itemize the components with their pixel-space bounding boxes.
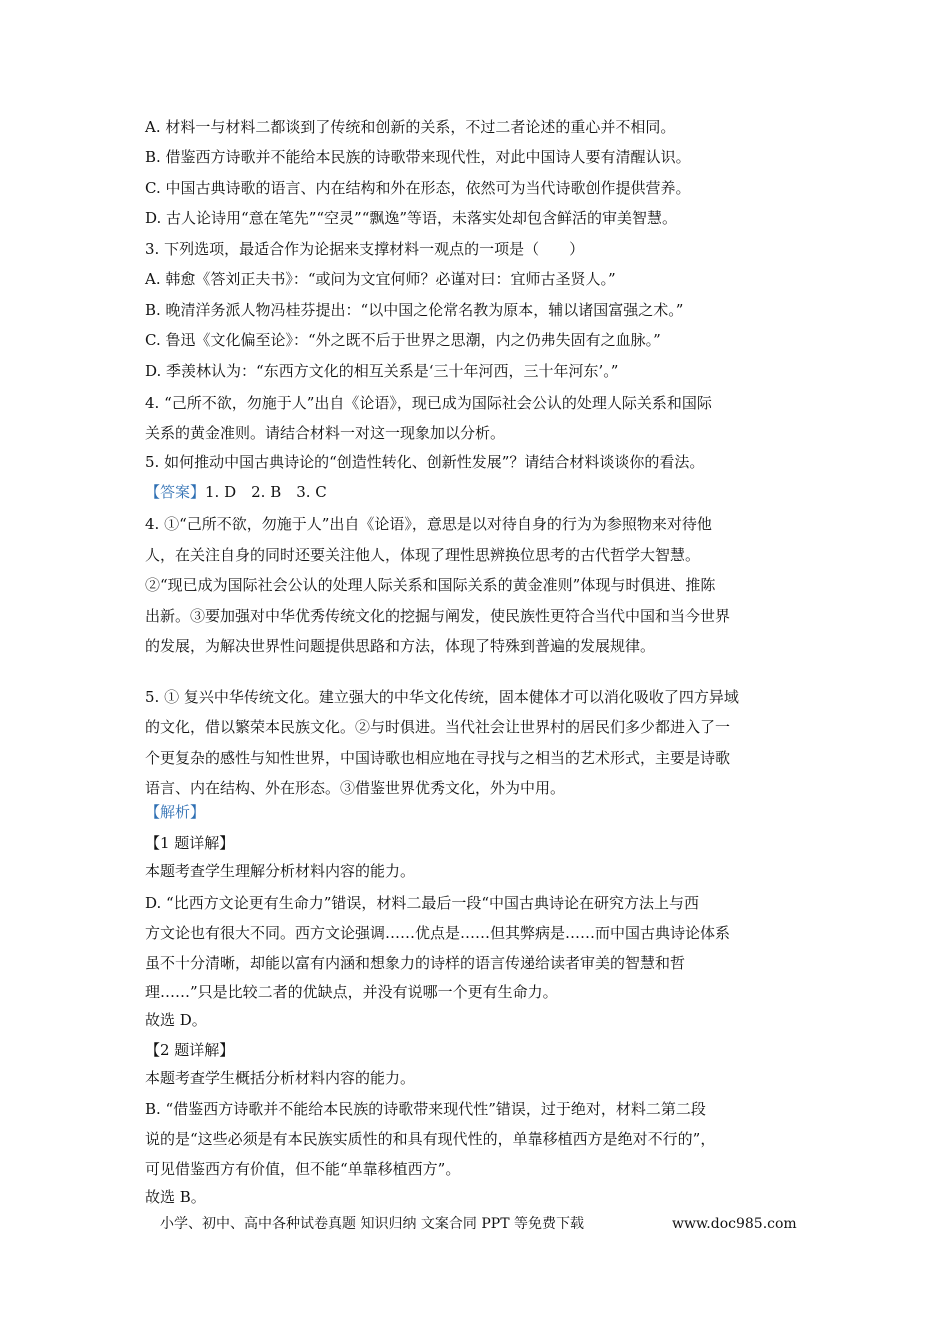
detail-2-line-3: 可见借鉴西方有价值，但不能“单靠移植西方”。 bbox=[145, 1160, 461, 1178]
answer-text: 1. D 2. B 3. C bbox=[205, 483, 327, 501]
q3-option-c: C. 鲁迅《文化偏至论》：“外之既不后于世界之思潮，内之仍弗失固有之血脉。” bbox=[145, 331, 661, 349]
detail-1-heading: 【1 题详解】 bbox=[145, 834, 235, 852]
answer-4-line-4: 出新。③要加强对中华优秀传统文化的挖掘与阐发，使民族性更符合当代中国和当今世界 bbox=[145, 607, 731, 625]
detail-1-conclusion: 故选 D。 bbox=[145, 1011, 207, 1029]
question-5-line: 5. 如何推动中国古典诗论的“创造性转化、创新性发展”？请结合材料谈谈你的看法。 bbox=[145, 453, 705, 471]
answer-5-line-1: 5. ① 复兴中华传统文化。建立强大的中华文化传统，固本健体才可以消化吸收了四方异域 bbox=[145, 688, 739, 706]
question-3-stem: 3. 下列选项，最适合作为论据来支撑材料一观点的一项是（ ） bbox=[145, 240, 585, 258]
detail-2-line-2: 说的是“这些必须是有本民族实质性的和具有现代性的，单靠移植西方是绝对不行的”， bbox=[145, 1130, 716, 1148]
q3-option-d: D. 季羡林认为：“东西方文化的相互关系是‘三十年河西，三十年河东’。” bbox=[145, 362, 619, 380]
answer-4-line-1: 4. ①“己所不欲，勿施于人”出自《论语》，意思是以对待自身的行为为参照物来对待他 bbox=[145, 515, 712, 533]
option-a-line: A. 材料一与材料二都谈到了传统和创新的关系，不过二者论述的重心并不相同。 bbox=[145, 118, 676, 136]
option-b-line: B. 借鉴西方诗歌并不能给本民族的诗歌带来现代性，对此中国诗人要有清醒认识。 bbox=[145, 148, 691, 166]
option-d-line: D. 古人论诗用“意在笔先”“空灵”“飘逸”等语，未落实处却包含鲜活的审美智慧。 bbox=[145, 209, 678, 227]
detail-1-line-2: 方文论也有很大不同。西方文论强调……优点是……但其弊病是……而中国古典诗论体系 bbox=[145, 924, 731, 942]
detail-2-conclusion: 故选 B。 bbox=[145, 1188, 206, 1206]
answer-5-line-2: 的文化，借以繁荣本民族文化。②与时俱进。当代社会让世界村的居民们多少都进入了一 bbox=[145, 718, 731, 736]
answer-4-line-2: 人，在关注自身的同时还要关注他人，体现了理性思辨换位思考的古代哲学大智慧。 bbox=[145, 546, 701, 564]
footer-text: 小学、初中、高中各种试卷真题 知识归纳 文案合同 PPT 等免费下载 bbox=[160, 1216, 584, 1232]
answer-4-line-3: ②“现已成为国际社会公认的处理人际关系和国际关系的黄金准则”体现与时俱进、推陈 bbox=[145, 576, 716, 594]
footer-url[interactable]: www.doc985.com bbox=[672, 1216, 797, 1232]
question-4-line-2: 关系的黄金准则。请结合材料一对这一现象加以分析。 bbox=[145, 424, 506, 442]
detail-2-intro: 本题考查学生概括分析材料内容的能力。 bbox=[145, 1069, 416, 1087]
page-footer bbox=[160, 1214, 810, 1234]
detail-1-line-4: 理……”只是比较二者的优缺点，并没有说哪一个更有生命力。 bbox=[145, 983, 558, 1001]
answer-5-line-3: 个更复杂的感性与知性世界，中国诗歌也相应地在寻找与之相当的艺术形式，主要是诗歌 bbox=[145, 749, 731, 767]
q3-option-b: B. 晚清洋务派人物冯桂芬提出：“以中国之伦常名教为原本，辅以诸国富强之术。” bbox=[145, 301, 684, 319]
answer-tag: 【答案】 bbox=[145, 483, 206, 501]
answer-4-line-5: 的发展，为解决世界性问题提供思路和方法，体现了特殊到普遍的发展规律。 bbox=[145, 637, 656, 655]
detail-1-intro: 本题考查学生理解分析材料内容的能力。 bbox=[145, 862, 416, 880]
detail-1-line-1: D. “比西方文论更有生命力”错误，材料二最后一段“中国古典诗论在研究方法上与西 bbox=[145, 894, 700, 912]
detail-1-line-3: 虽不十分清晰，却能以富有内涵和想象力的诗样的语言传递给读者审美的智慧和哲 bbox=[145, 954, 686, 972]
analysis-tag: 【解析】 bbox=[145, 803, 206, 821]
detail-2-line-1: B. “借鉴西方诗歌并不能给本民族的诗歌带来现代性”错误，过于绝对，材料二第二段 bbox=[145, 1100, 706, 1118]
detail-2-heading: 【2 题详解】 bbox=[145, 1041, 235, 1059]
q3-option-a: A. 韩愈《答刘正夫书》：“或问为文宜何师？必谨对曰：宜师古圣贤人。” bbox=[145, 270, 616, 288]
answer-line bbox=[145, 482, 810, 502]
option-c-line: C. 中国古典诗歌的语言、内在结构和外在形态，依然可为当代诗歌创作提供营养。 bbox=[145, 179, 691, 197]
answer-5-line-4: 语言、内在结构、外在形态。③借鉴世界优秀文化，外为中用。 bbox=[145, 779, 566, 797]
question-4-line-1: 4. “己所不欲，勿施于人”出自《论语》，现已成为国际社会公认的处理人际关系和国际 bbox=[145, 394, 712, 412]
